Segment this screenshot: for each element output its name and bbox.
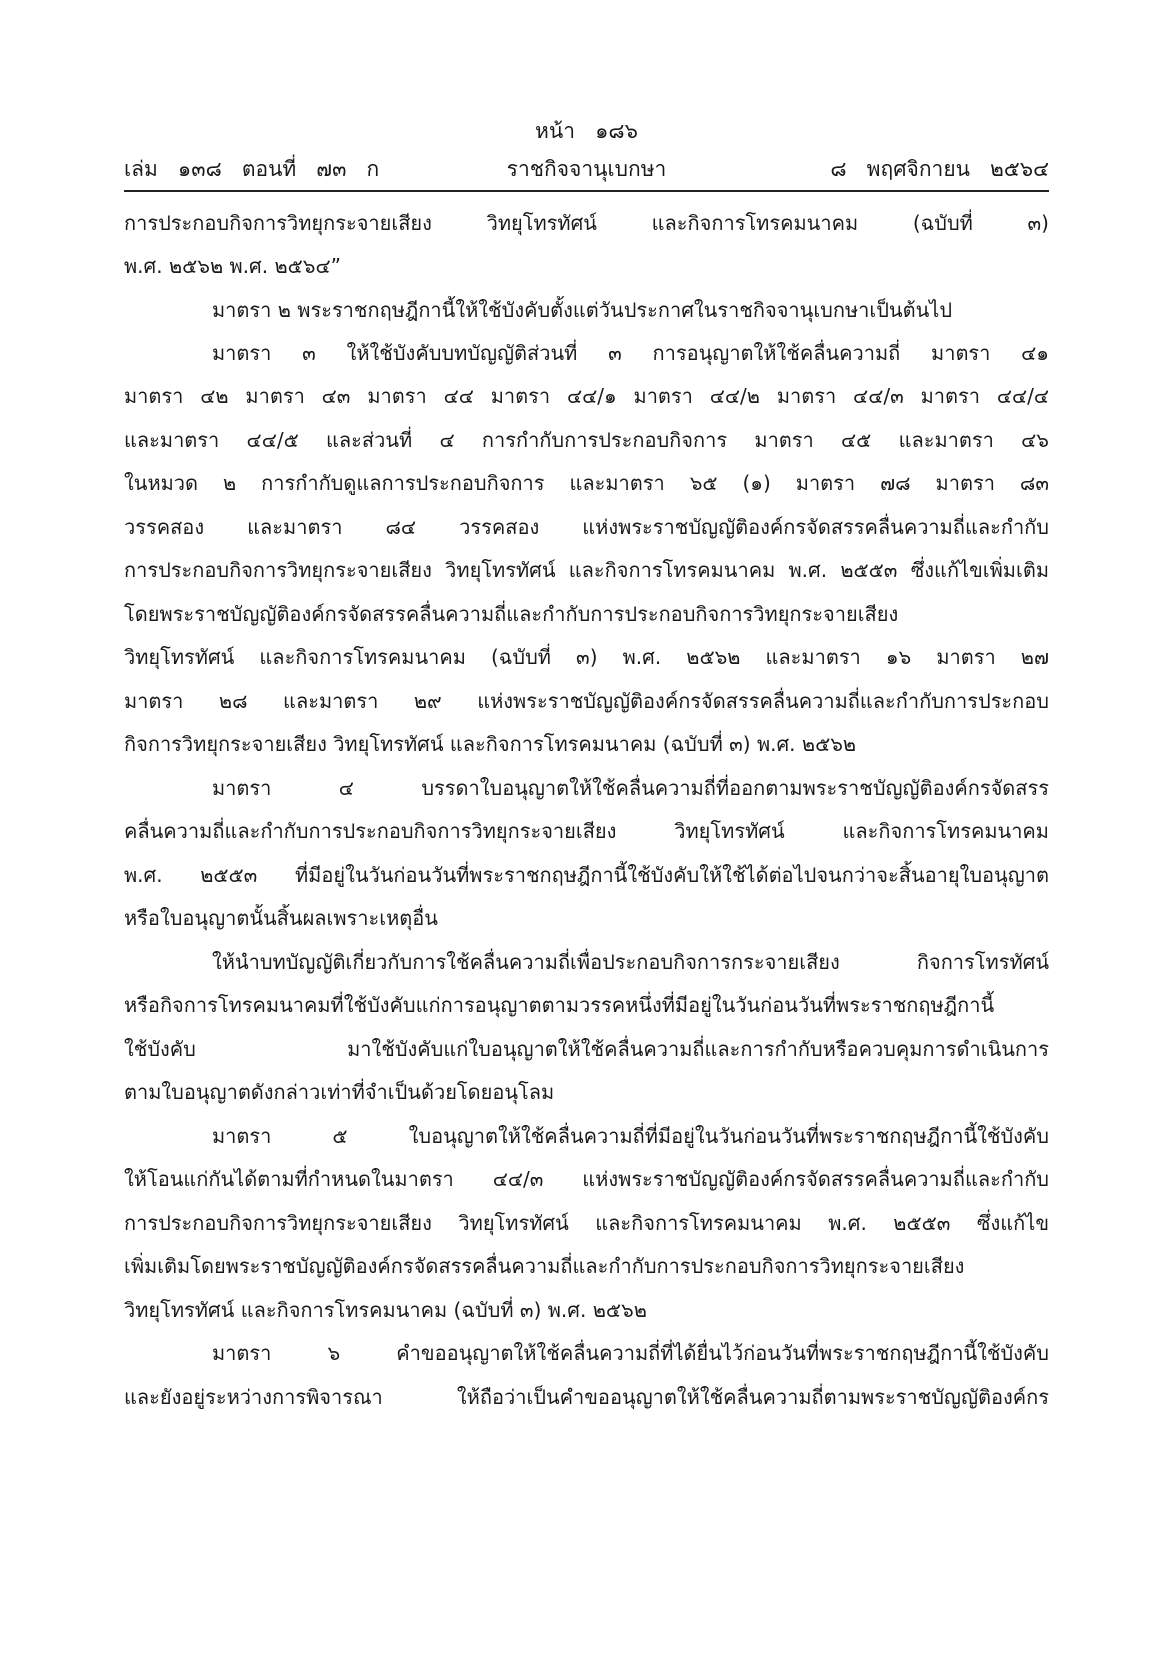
- paragraph-start-line: ให้นำบทบัญญัติเกี่ยวกับการใช้คลื่นความถี่เพื่อประกอบกิจการกระจายเสียง กิจการโทรทัศน์: [212, 950, 1049, 974]
- text-line: ใช้บังคับ มาใช้บังคับแก่ใบอนุญาตให้ใช้คลื่นความถี่และการกำกับหรือควบคุมการดำเนินการ: [124, 1037, 1049, 1061]
- text-line: มาตรา ๔๒ มาตรา ๔๓ มาตรา ๔๔ มาตรา ๔๔/๑ มาตรา ๔๔/๒ มาตรา ๔๔/๓ มาตรา ๔๔/๔: [124, 384, 1049, 408]
- section-4-line: มาตรา ๔ บรรดาใบอนุญาตให้ใช้คลื่นความถี่ที่ออกตามพระราชบัญญัติองค์กรจัดสรร: [212, 776, 1049, 800]
- text-line: กิจการวิทยุกระจายเสียง วิทยุโทรทัศน์ และกิจการโทรคมนาคม (ฉบับที่ ๓) พ.ศ. ๒๕๖๒: [124, 732, 857, 756]
- page-number: หน้า ๑๘๖: [535, 119, 638, 143]
- section-5-line: มาตรา ๕ ใบอนุญาตให้ใช้คลื่นความถี่ที่มีอยู่ในวันก่อนวันที่พระราชกฤษฎีกานี้ใช้บังคับ: [212, 1124, 1049, 1148]
- text-line: และมาตรา ๔๔/๕ และส่วนที่ ๔ การกำกับการประกอบกิจการ มาตรา ๔๕ และมาตรา ๔๖: [124, 428, 1049, 452]
- running-header: [124, 154, 1049, 184]
- text-line: การประกอบกิจการวิทยุกระจายเสียง วิทยุโทรทัศน์ และกิจการโทรคมนาคม พ.ศ. ๒๕๕๓ ซึ่งแก้ไขเพิ่มเติม: [124, 558, 1049, 582]
- text-line: พ.ศ. ๒๕๖๒ พ.ศ. ๒๕๖๔”: [124, 254, 341, 278]
- text-line: ตามใบอนุญาตดังกล่าวเท่าที่จำเป็นด้วยโดยอนุโลม: [124, 1080, 555, 1104]
- publication-name: ราชกิจจานุเบกษา: [506, 157, 667, 181]
- text-line: วิทยุโทรทัศน์ และกิจการโทรคมนาคม (ฉบับที่ ๓) พ.ศ. ๒๕๖๒: [124, 1298, 647, 1322]
- text-line: การประกอบกิจการวิทยุกระจายเสียง วิทยุโทรทัศน์ และกิจการโทรคมนาคม พ.ศ. ๒๕๕๓ ซึ่งแก้ไข: [124, 1211, 1049, 1235]
- volume-issue: เล่ม ๑๓๘ ตอนที่ ๗๓ ก: [124, 157, 380, 181]
- text-line: หรือกิจการโทรคมนาคมที่ใช้บังคับแก่การอนุญาตตามวรรคหนึ่งที่มีอยู่ในวันก่อนวันที่พระราชกฤษฎีกานี้: [124, 993, 995, 1017]
- section-3-line: มาตรา ๓ ให้ใช้บังคับบทบัญญัติส่วนที่ ๓ การอนุญาตให้ใช้คลื่นความถี่ มาตรา ๔๑: [212, 341, 1049, 365]
- text-line: เพิ่มเติมโดยพระราชบัญญัติองค์กรจัดสรรคลื่นความถี่และกำกับการประกอบกิจการวิทยุกระจายเสียง: [124, 1254, 965, 1278]
- text-line: พ.ศ. ๒๕๕๓ ที่มีอยู่ในวันก่อนวันที่พระราชกฤษฎีกานี้ใช้บังคับให้ใช้ได้ต่อไปจนกว่าจะสิ้นอายุใบอนุญาต: [124, 863, 1049, 887]
- text-line: หรือใบอนุญาตนั้นสิ้นผลเพราะเหตุอื่น: [124, 906, 438, 930]
- text-line: โดยพระราชบัญญัติองค์กรจัดสรรคลื่นความถี่และกำกับการประกอบกิจการวิทยุกระจายเสียง: [124, 602, 899, 626]
- section-6-line: มาตรา ๖ คำขออนุญาตให้ใช้คลื่นความถี่ที่ได้ยื่นไว้ก่อนวันที่พระราชกฤษฎีกานี้ใช้บังคับ: [212, 1341, 1049, 1365]
- text-line: การประกอบกิจการวิทยุกระจายเสียง วิทยุโทรทัศน์ และกิจการโทรคมนาคม (ฉบับที่ ๓): [124, 211, 1049, 235]
- text-line: ให้โอนแก่กันได้ตามที่กำหนดในมาตรา ๔๔/๓ แห่งพระราชบัญญัติองค์กรจัดสรรคลื่นความถี่และกำกับ: [124, 1167, 1049, 1191]
- text-line: วรรคสอง และมาตรา ๘๔ วรรคสอง แห่งพระราชบัญญัติองค์กรจัดสรรคลื่นความถี่และกำกับ: [124, 515, 1049, 539]
- text-line: วิทยุโทรทัศน์ และกิจการโทรคมนาคม (ฉบับที่ ๓) พ.ศ. ๒๕๖๒ และมาตรา ๑๖ มาตรา ๒๗: [124, 645, 1049, 669]
- text-line: คลื่นความถี่และกำกับการประกอบกิจการวิทยุกระจายเสียง วิทยุโทรทัศน์ และกิจการโทรคมนาคม: [124, 819, 1049, 843]
- section-2-line: มาตรา ๒ พระราชกฤษฎีกานี้ให้ใช้บังคับตั้งแต่วันประกาศในราชกิจจานุเบกษาเป็นต้นไป: [212, 298, 953, 322]
- text-line: มาตรา ๒๘ และมาตรา ๒๙ แห่งพระราชบัญญัติองค์กรจัดสรรคลื่นความถี่และกำกับการประกอบ: [124, 689, 1049, 713]
- text-line: และยังอยู่ระหว่างการพิจารณา ให้ถือว่าเป็นคำขออนุญาตให้ใช้คลื่นความถี่ตามพระราชบัญญัติองค์กร: [124, 1385, 1049, 1409]
- publication-date: ๘ พฤศจิกายน ๒๕๖๔: [830, 157, 1049, 181]
- header-rule: [124, 190, 1049, 192]
- text-line: ในหมวด ๒ การกำกับดูแลการประกอบกิจการ และมาตรา ๖๕ (๑) มาตรา ๗๘ มาตรา ๘๓: [124, 471, 1049, 495]
